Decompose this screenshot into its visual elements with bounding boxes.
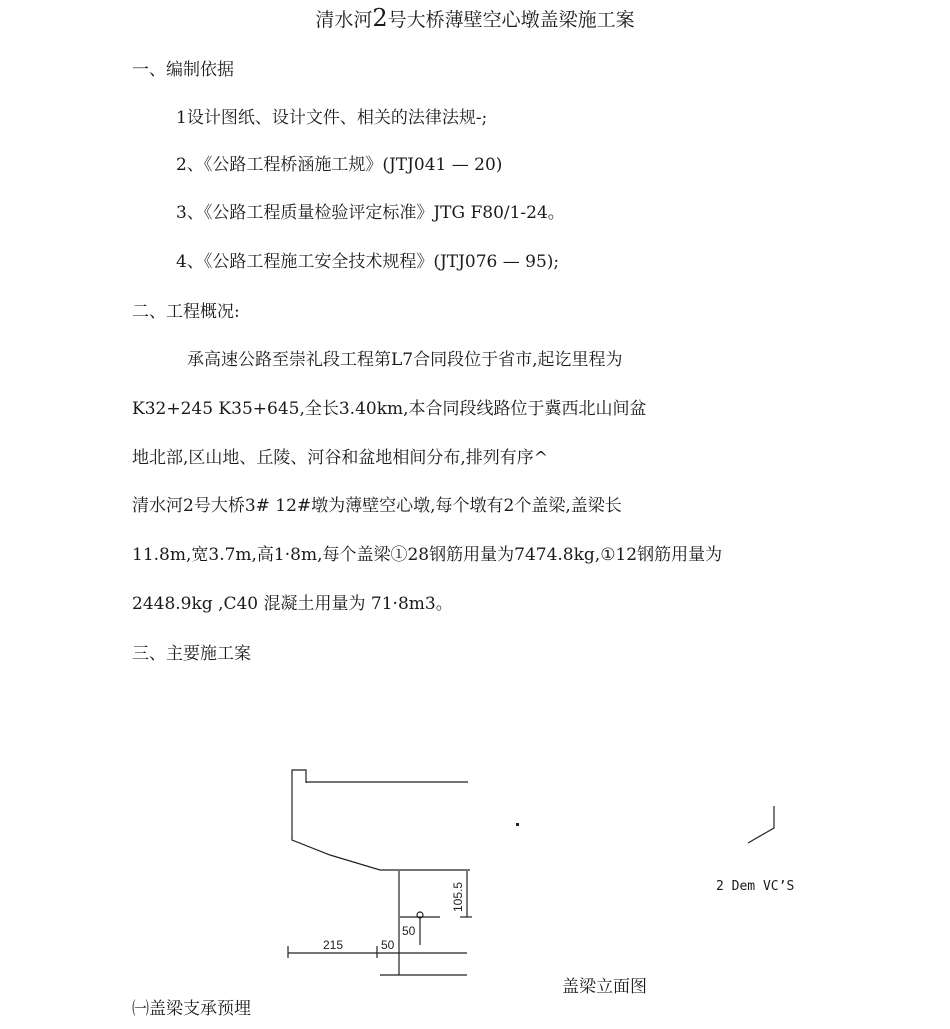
overview-line-3: 地北部,区山地、丘陵、河谷和盆地相间分布,排列有序^ (132, 448, 549, 468)
overview-line-1: 承高速公路至崇礼段工程第L7合同段位于省市,起讫里程为 (187, 350, 623, 370)
dim-label-215: 215 (323, 938, 344, 952)
overview-line-2: K32+245 K35+645,全长3.40km,本合同段线路位于冀西北山间盆 (132, 399, 647, 419)
section-3-heading: 三、主要施工案 (132, 644, 251, 664)
stray-dot (516, 823, 519, 826)
figure-caption: 盖梁立面图 (562, 977, 647, 997)
overview-line-4: 清水河2号大桥3# 12#墩为薄壁空心墩,每个墩有2个盖梁,盖梁长 (132, 496, 622, 516)
overview-line-5: 11.8m,宽3.7m,高1·8m,每个盖梁①28钢筋用量为7474.8kg,①12钢筋用量为 (132, 545, 723, 565)
dim-label-105-5: 105.5 (451, 881, 465, 912)
section-1-heading: 一、编制依据 (132, 60, 234, 80)
dim-label-50-top: 50 (402, 924, 416, 938)
figure-side-label: 2 Dem VC’S (716, 879, 795, 894)
basis-item-1: 1设计图纸、设计文件、相关的法律法规-; (176, 108, 488, 128)
basis-item-3: 3、《公路工程质量检验评定标准》JTG F80/1-24。 (176, 203, 565, 223)
basis-item-2: 2、《公路工程桥涵施工规》(JTJ041 — 20) (176, 155, 503, 175)
right-fragment (748, 806, 774, 843)
beam-outline (292, 770, 470, 870)
overview-line-6: 2448.9kg ,C40 混凝土用量为 71·8m3。 (132, 594, 453, 614)
document-title: 清水河2号大桥薄壁空心墩盖梁施工案 (315, 4, 635, 32)
section-2-heading: 二、工程概况: (132, 302, 240, 322)
basis-item-4: 4、《公路工程施工安全技术规程》(JTJ076 — 95); (176, 252, 560, 272)
subsection-heading: ㈠盖梁支承预埋 (132, 999, 251, 1019)
dim-label-50-bottom: 50 (381, 938, 395, 952)
